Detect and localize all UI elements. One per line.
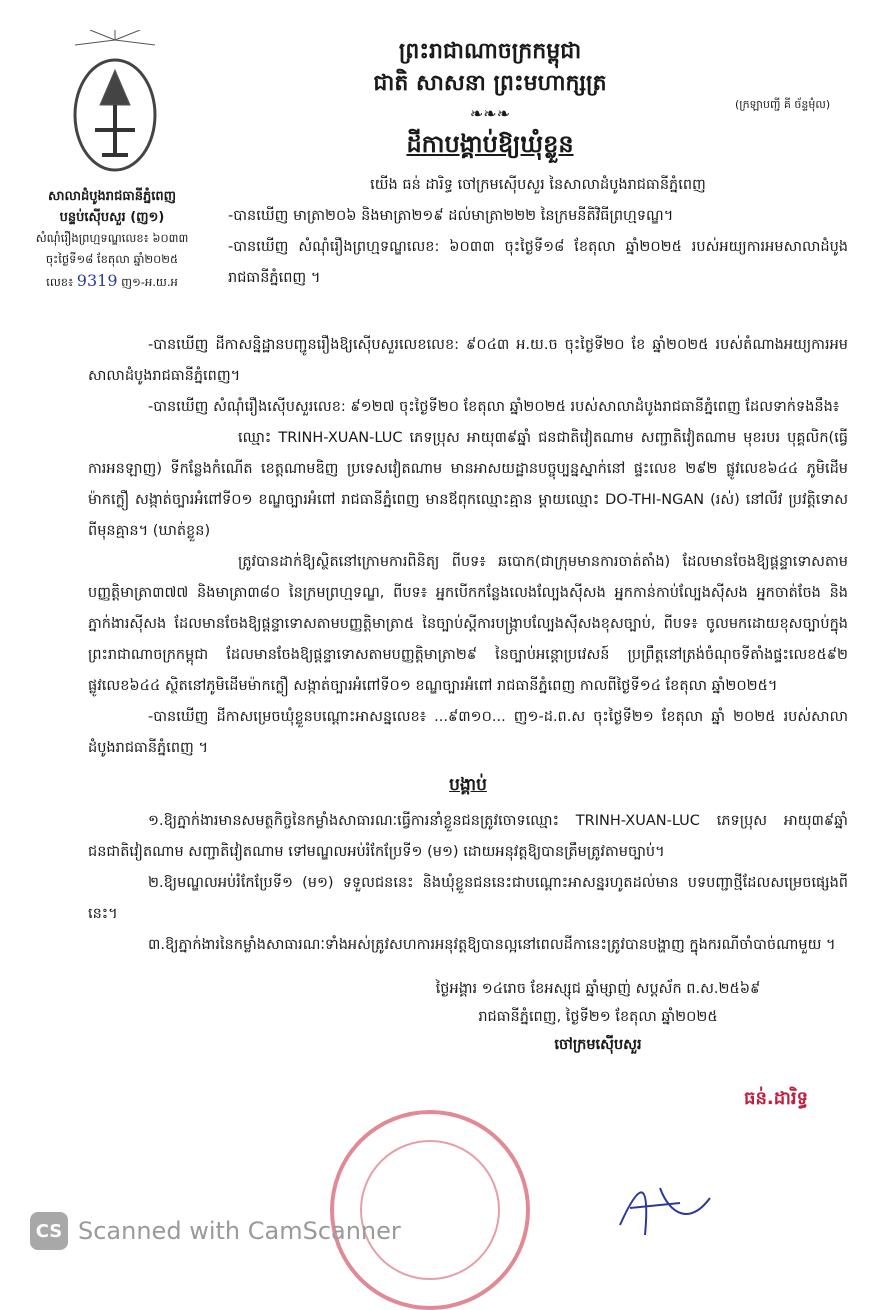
camscanner-logo: CS bbox=[30, 1212, 68, 1250]
document-number: លេខ៖ 9319 ញ១-អ.យ.អ bbox=[46, 271, 178, 290]
official-seal-inner bbox=[360, 1140, 500, 1280]
lawyer-note: (ក្រឡាបញ្ជី គី ច័ន្ទមុំល) bbox=[735, 98, 831, 111]
recital: -បានឃើញ សំណុំរឿងស៊ើបសួរលេខ: ៩១២៧ ចុះថ្ងៃទី២០ ខែតុលា ឆ្នាំ២០២៥ របស់សាលាដំបូងរាជធានីភ្នំពេញ ដែលទាក់ទងនឹង៖ bbox=[148, 399, 840, 415]
kingdom-header bbox=[250, 36, 730, 100]
watermark-text: Scanned with CamScanner bbox=[78, 1217, 401, 1245]
lunar-date: ថ្ងៃអង្គារ ១៤រោច ខែអស្សុជ ឆ្នាំម្សាញ់ សប្តស័ក ព.ស.២៥៦៩ bbox=[435, 981, 761, 997]
national-motto: ជាតិ សាសនា ព្រះមហាក្សត្រ bbox=[373, 71, 607, 96]
case-date: ចុះថ្ងៃទី១៨ ខែតុលា ឆ្នាំ២០២៥ bbox=[45, 252, 179, 266]
signer-name: ធន់.ដារិទ្ធ bbox=[744, 1088, 808, 1109]
kingdom-name: ព្រះរាជាណាចក្រកម្ពុជា bbox=[398, 39, 582, 64]
court-office: បន្ទប់ស៊ើបសួរ (ញ១) bbox=[59, 210, 165, 225]
intro: យើង ធន់ ដារិទ្ធ ចៅក្រមស៊ើបសួរ នៃសាលាដំបូងរាជធានីភ្នំពេញ bbox=[370, 177, 706, 193]
orders-heading: បង្គាប់ bbox=[449, 775, 487, 795]
order-item: ៣.ឱ្យភ្នាក់ងារនៃកម្លាំងសាធារណៈទាំងអស់ត្រូវសហការអនុវត្តឱ្យបានល្អនៅពេលដីកានេះត្រូវបានបង្ហាញ ក្នុងករណីចាំបាច់ណាមួយ ។ bbox=[148, 937, 836, 953]
order-item: ១.ឱ្យភ្នាក់ងារមានសមត្ថកិច្ចនៃកម្លាំងសាធារណៈធ្វើការនាំខ្លួនជនត្រូវចោទឈ្មោះ TRINH-XUAN-LUC ភេទប្រុស អាយុ៣៩ឆ្នាំ ជនជាតិវៀតណាម សញ្ជាតិវៀតណាម ទៅមណ្ឌលអប់រំកែប្រែទី១ (ម១) ដោយអនុវត្តឱ្យបានត្រឹមត្រូវតាមច្បាប់។ bbox=[88, 813, 848, 860]
place-date: រាជធានីភ្នំពេញ, ថ្ងៃទី២១ ខែតុលា ឆ្នាំ២០២៥ bbox=[478, 1009, 718, 1025]
court-emblem bbox=[60, 30, 170, 180]
document-body bbox=[88, 170, 848, 1113]
detention-order-reference: -បានឃើញ ដីកាសម្រេចឃុំខ្លួនបណ្តោះអាសន្នលេខ៖ ...៩៣១០... ញ១-ដ.ព.ស ចុះថ្ងៃទី២១ ខែតុលា ឆ្នាំ ២០២៥ របស់សាលាដំបូងរាជធានីភ្នំពេញ ។ bbox=[88, 709, 848, 756]
orders-list bbox=[88, 806, 848, 961]
signature-block bbox=[388, 975, 808, 1113]
handwritten-number: 9319 bbox=[76, 271, 118, 290]
recital: -បានឃើញ មាត្រា២០៦ និងមាត្រា២១៩ ដល់មាត្រា២២២ នៃក្រមនីតិវិធីព្រហ្មទណ្ឌ។ bbox=[228, 208, 674, 224]
court-name: សាលាដំបូងរាជធានីភ្នំពេញ bbox=[48, 189, 176, 204]
camscanner-watermark bbox=[30, 1212, 401, 1250]
signer-role: ចៅក្រមស៊ើបសួរ bbox=[554, 1037, 642, 1053]
document-title: ដីកាបង្គាប់ឱ្យឃុំខ្លួន bbox=[406, 130, 574, 158]
order-item: ២.ឱ្យមណ្ឌលអប់រំកែប្រែទី១ (ម១) ទទួលជននេះ និងឃុំខ្លួនជននេះជាបណ្តោះអាសន្នរហូតដល់មាន បទបញ្ជាថ្មីដែលសម្រេចផ្សេងពីនេះ។ bbox=[88, 875, 848, 922]
person-details: ឈ្មោះ TRINH-XUAN-LUC ភេទប្រុស អាយុ៣៩ឆ្នាំ ជនជាតិវៀតណាម សញ្ជាតិវៀតណាម មុខរបរ បុគ្គលិក(ធ្វើការអនឡាញ) ទីកន្លែងកំណើត ខេត្តណាមឌិញ ប្រទេសវៀតណាម មានអាសយដ្ឋានបច្ចុប្បន្នស្នាក់នៅ ផ្ទះលេខ ២៩២ ផ្លូវលេខ៦៤៤ ភូមិដើមម៉ាកក្លឿ សង្កាត់ច្បារអំពៅទី០១ ខណ្ឌច្បារអំពៅ រាជធានីភ្នំពេញ មានឪពុកឈ្មោះគ្មាន ម្តាយឈ្មោះ DO-THI-NGAN (រស់) នៅលីវ ប្រវត្តិទោសពីមុនគ្មាន។ (ឃាត់ខ្លួន) bbox=[88, 430, 848, 539]
recital: -បានឃើញ សំណុំរឿងព្រហ្មទណ្ឌលេខ: ៦០៣៣ ចុះថ្ងៃទី១៨ ខែតុលា ឆ្នាំ២០២៥ របស់អយ្យការអមសាលាដំបូងរាជធានីភ្នំពេញ ។ bbox=[228, 239, 848, 286]
court-header-clearance bbox=[88, 170, 228, 330]
recital: -បានឃើញ ដីកាសន្និដ្ឋានបញ្ជូនរឿងឱ្យស៊ើបសួរលេខលេខ: ៩០៤៣ អ.យ.ច ចុះថ្ងៃទី២០ ខែ ឆ្នាំ២០២៥ របស់តំណាងអយ្យការអមសាលាដំបូងរាជធានីភ្នំពេញ។ bbox=[88, 337, 848, 384]
charges: ត្រូវបានដាក់ឱ្យស្ថិតនៅក្រោមការពិនិត្យ ពីបទ៖ ឆបោក(ជាក្រុមមានការចាត់តាំង) ដែលមានចែងឱ្យផ្តន្ទាទោសតាមបញ្ញត្តិមាត្រា៣៧៧ និងមាត្រា៣៨០ នៃក្រមព្រហ្មទណ្ឌ, ពីបទ៖ អ្នកបើកកន្លែងលេងល្បែងស៊ីសង អ្នកកាន់កាប់ល្បែងស៊ីសង អ្នកចាត់ចែង និងភ្នាក់ងារស៊ីសង ដែលមានចែងឱ្យផ្តន្ទាទោសតាមបញ្ញត្តិមាត្រា៥ នៃច្បាប់ស្តីការបង្ក្រាបល្បែងស៊ីសងខុសច្បាប់, ពីបទ៖ ចូលមកដោយខុសច្បាប់ក្នុងព្រះរាជាណាចក្រកម្ពុជា ដែលមានចែងឱ្យផ្តន្ទាទោសតាមបញ្ញត្តិមាត្រា២៩ នៃច្បាប់អន្តោប្រវេសន៍ ប្រព្រឹត្តនៅត្រង់ចំណុចទីតាំងផ្ទះលេខ៥៩២ ផ្លូវលេខ៦៤៤ ស្ថិតនៅភូមិដើមម៉ាកក្លឿ សង្កាត់ច្បារអំពៅទី០១ ខណ្ឌច្បារអំពៅ រាជធានីភ្នំពេញ កាលពីថ្ងៃទី១៤ ខែតុលា ឆ្នាំ២០២៥។ bbox=[88, 554, 848, 694]
case-file: សំណុំរឿងព្រហ្មទណ្ឌលេខ៖ ៦០៣៣ bbox=[35, 231, 189, 245]
handwritten-signature bbox=[600, 1170, 720, 1240]
ornament-divider: ❧❧❧ bbox=[469, 104, 511, 123]
